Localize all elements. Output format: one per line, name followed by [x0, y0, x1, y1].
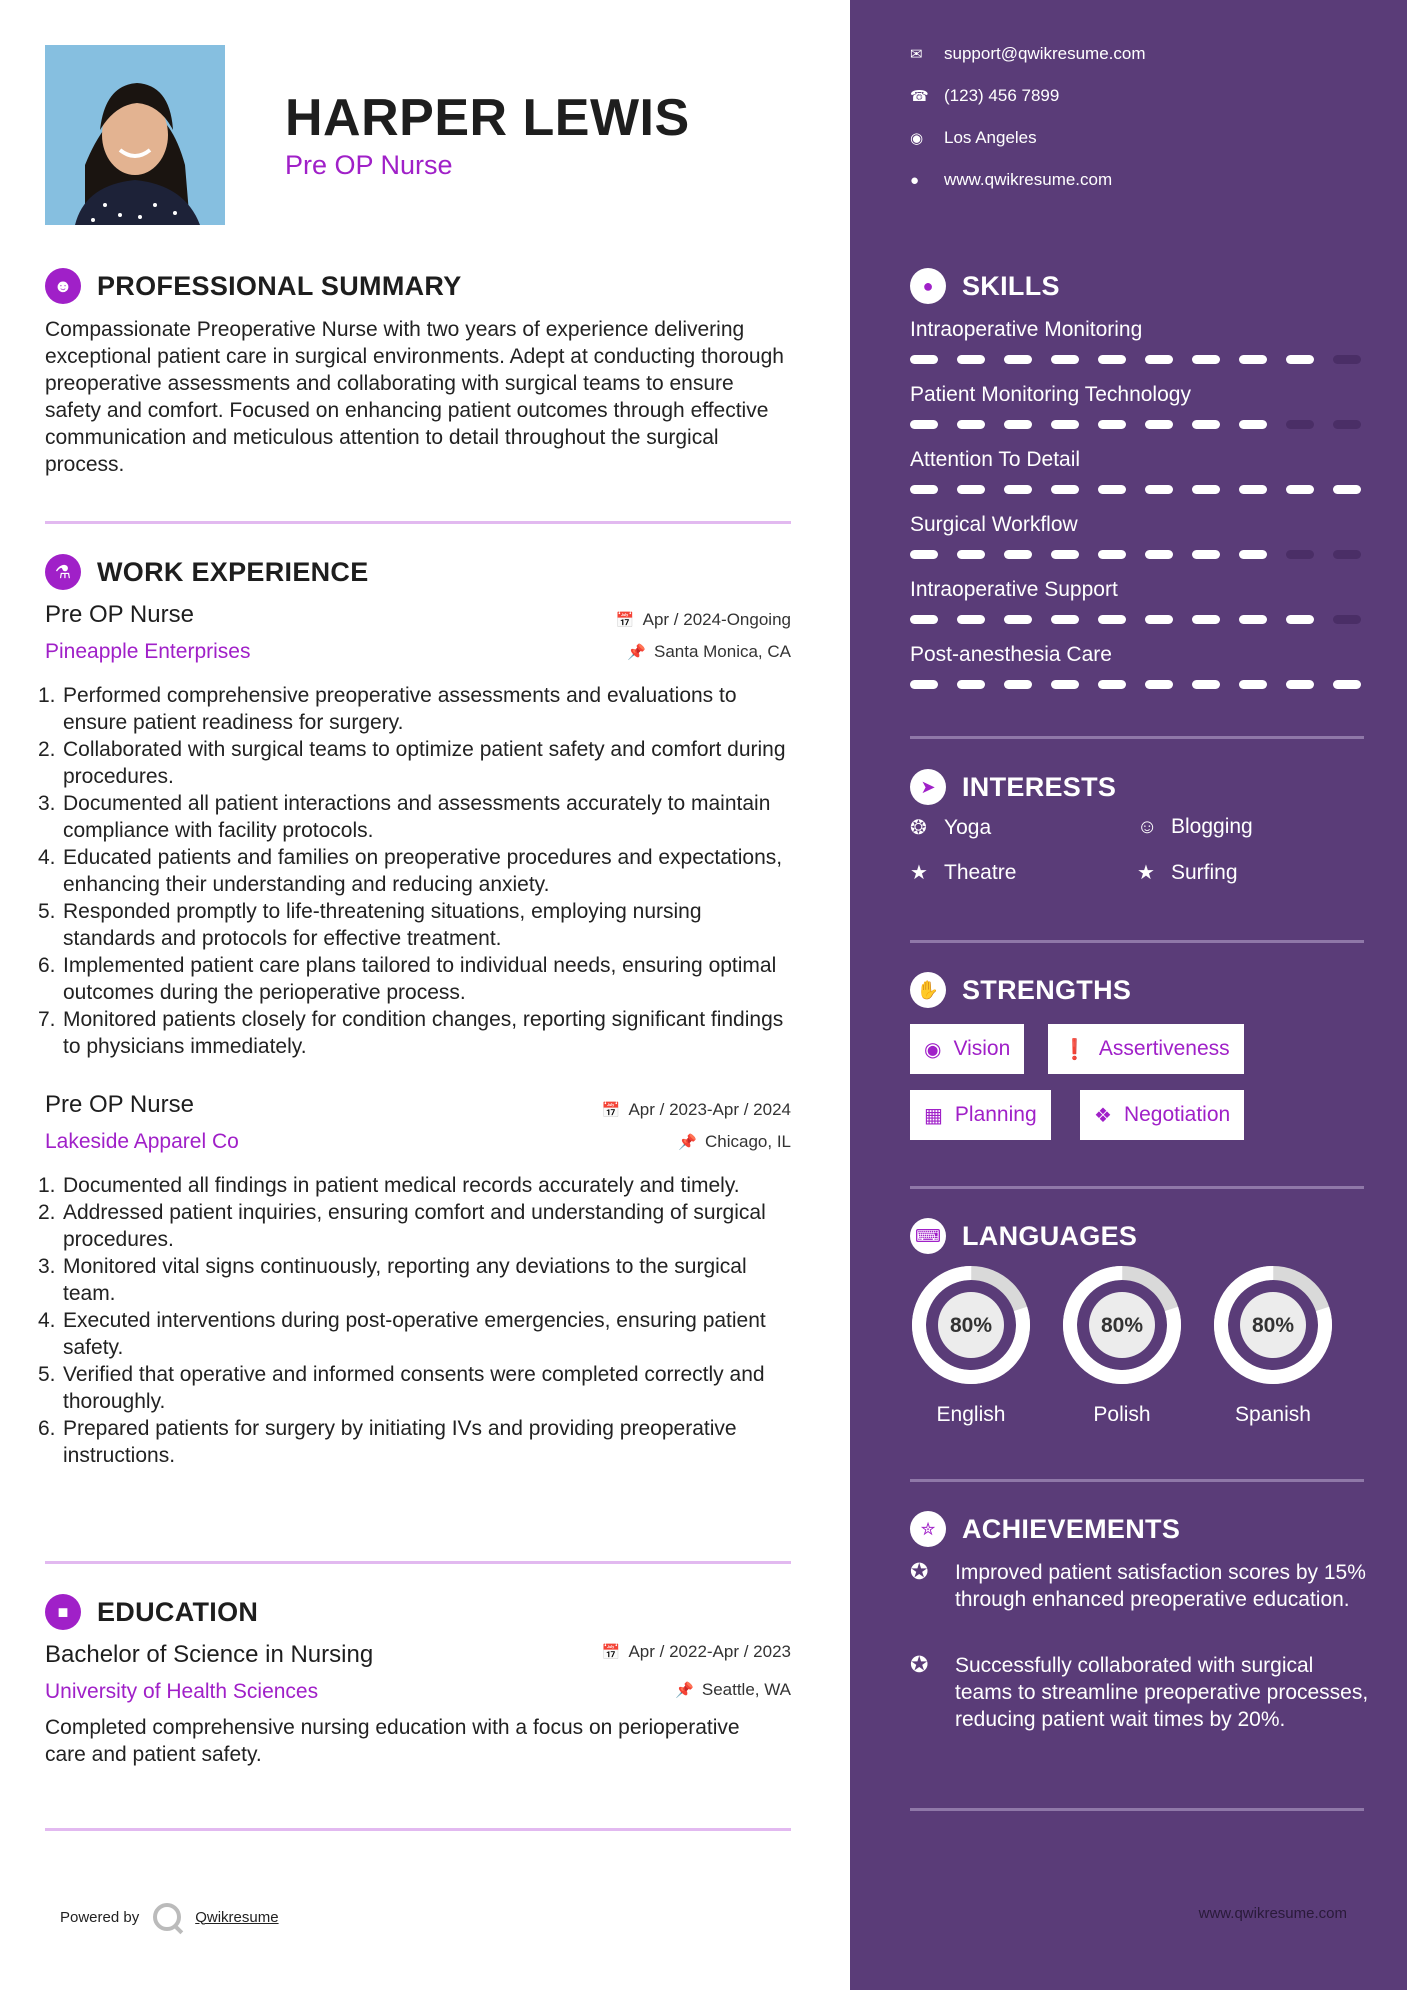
job-date-text: Apr / 2023-Apr / 2024: [628, 1100, 791, 1119]
skill-level-segment: [1051, 355, 1079, 364]
job-location-text: Chicago, IL: [705, 1132, 791, 1151]
binoculars-icon: ◉: [924, 1038, 942, 1061]
strength-label: Negotiation: [1123, 1103, 1231, 1126]
skill-level-segment: [1192, 355, 1220, 364]
skill-level-segment: [1004, 680, 1032, 689]
skill-level-segment: [1098, 680, 1126, 689]
star-badge-icon: ✮: [910, 1511, 946, 1547]
skill-level-segment: [1239, 615, 1267, 624]
skill-level-segment: [957, 485, 985, 494]
interest-blogging: [1137, 815, 1253, 839]
language-percent: 80%: [1100, 1314, 1144, 1337]
skill-level-segment: [1239, 550, 1267, 559]
skill-level-segment: [1098, 355, 1126, 364]
translate-icon: ⌨: [910, 1218, 946, 1254]
achievements-heading: [910, 1511, 1180, 1547]
envelope-icon: ✉: [910, 46, 923, 63]
skill-level-segment: [1286, 680, 1314, 689]
job-duties-list: [38, 1172, 798, 1469]
achievements-title: ACHIEVEMENTS: [962, 1513, 1181, 1544]
shooting-star-icon: ✪: [910, 1652, 929, 1677]
language-name: Spanish: [1235, 1403, 1311, 1426]
calendar-icon: ▦: [924, 1104, 943, 1127]
skill-level-segment: [1192, 615, 1220, 624]
exclamation-icon: ❗: [1062, 1038, 1087, 1061]
skill-name: Surgical Workflow: [910, 513, 1078, 536]
language-progress-ring: [910, 1264, 1032, 1386]
skill-level-bar: [910, 680, 1380, 689]
lightbulb-icon: ●: [910, 268, 946, 304]
language-progress-ring: [1212, 1264, 1334, 1386]
calendar-icon: 📅: [601, 1102, 621, 1119]
language-item: [1061, 1264, 1183, 1427]
summary-title: PROFESSIONAL SUMMARY: [97, 270, 462, 301]
school-name: University of Health Sciences: [45, 1680, 319, 1703]
list-item: 6. Prepared patients for surgery by initiating IVs and providing preoperative instructions.: [38, 1417, 737, 1467]
shooting-star-icon: ✪: [910, 1559, 929, 1584]
education-date: [602, 1642, 791, 1662]
email-text: support@qwikresume.com: [944, 44, 1146, 63]
skill-name: Intraoperative Monitoring: [910, 318, 1143, 341]
skill-level-segment: [1145, 420, 1173, 429]
list-item: 4. Executed interventions during post-operative emergencies, ensuring patient safety.: [38, 1309, 766, 1359]
calendar-icon: 📅: [601, 1644, 621, 1661]
skill-level-segment: [1098, 615, 1126, 624]
lifebuoy-icon: ❂: [910, 817, 927, 839]
work-heading: [45, 554, 369, 590]
footer-url[interactable]: www.qwikresume.com: [1198, 1905, 1347, 1922]
calendar-icon: 📅: [615, 612, 635, 629]
list-item: 2. Collaborated with surgical teams to optimize patient safety and comfort during procedures.: [38, 738, 786, 788]
skill-name: Attention To Detail: [910, 448, 1081, 471]
skill-level-bar: [910, 615, 1380, 624]
list-item: 3. Monitored vital signs continuously, reporting any deviations to the surgical team.: [38, 1255, 747, 1305]
list-item: 3. Documented all patient interactions and assessments accurately to maintain compliance with facility protocols.: [38, 792, 771, 842]
interest-yoga: [910, 815, 991, 840]
users-icon: ☺: [1137, 815, 1158, 838]
strength-label: Planning: [954, 1103, 1037, 1126]
skills-heading: [910, 268, 1060, 304]
skill-level-segment: [1051, 680, 1079, 689]
strength-planning: [910, 1090, 1051, 1140]
skill-level-segment: [1004, 420, 1032, 429]
skill-level-segment: [910, 615, 938, 624]
skill-level-segment: [1286, 420, 1314, 429]
skill-level-segment: [1004, 615, 1032, 624]
skill-level-segment: [1333, 485, 1361, 494]
skill-level-segment: [910, 485, 938, 494]
skill-level-segment: [1286, 615, 1314, 624]
skill-level-segment: [910, 680, 938, 689]
candidate-title: Pre OP Nurse: [285, 150, 453, 180]
language-percent: 80%: [1251, 1314, 1295, 1337]
education-title: EDUCATION: [97, 1596, 259, 1627]
powered-by: [60, 1903, 279, 1931]
job-date: [602, 1100, 791, 1120]
section-divider: [910, 736, 1364, 739]
skill-level-segment: [1239, 680, 1267, 689]
skill-level-segment: [1286, 355, 1314, 364]
skill-level-segment: [1098, 550, 1126, 559]
user-icon: ☻: [45, 268, 81, 304]
fist-icon: ✋: [910, 972, 946, 1008]
summary-text: Compassionate Preoperative Nurse with two years of experience delivering exceptional patient care in surgical environments. Adept at conducting thorough preoperative assessments and collaborating with surgical teams to ensure safety and comfort. Focused on enhancing patient outcomes through effective communication and meticulous attention to detail throughout the surgical process.: [45, 318, 784, 476]
skill-level-segment: [1145, 485, 1173, 494]
paper-plane-icon: ➤: [910, 769, 946, 805]
section-divider: [45, 1561, 791, 1564]
contact-website[interactable]: [910, 170, 1112, 190]
skill-level-segment: [1239, 485, 1267, 494]
skill-level-segment: [1145, 680, 1173, 689]
skill-level-segment: [1098, 485, 1126, 494]
strength-negotiation: [1080, 1090, 1244, 1140]
globe-icon: ●: [910, 171, 920, 189]
star-icon: ★: [910, 862, 928, 884]
list-item: 1. Documented all findings in patient medical records accurately and timely.: [38, 1174, 740, 1197]
strengths-heading: [910, 972, 1131, 1008]
education-heading: [45, 1594, 258, 1630]
qwikresume-logo-icon: [153, 1903, 181, 1931]
skill-level-segment: [957, 615, 985, 624]
interest-surfing: [1137, 860, 1238, 885]
skill-level-bar: [910, 355, 1380, 364]
job-location: [678, 1132, 791, 1152]
list-item: 4. Educated patients and families on preoperative procedures and expectations, enhancing their understanding and reducing anxiety.: [38, 846, 783, 896]
achievement-item: [910, 1559, 1370, 1613]
skill-level-segment: [1286, 550, 1314, 559]
chair-icon: ⚗: [45, 554, 81, 590]
phone-icon: ☎: [910, 88, 929, 105]
skill-level-segment: [957, 550, 985, 559]
skill-level-segment: [1004, 550, 1032, 559]
job-date-text: Apr / 2024-Ongoing: [642, 610, 791, 629]
website-text: www.qwikresume.com: [944, 170, 1113, 189]
strength-vision: [910, 1024, 1024, 1074]
skill-level-segment: [957, 420, 985, 429]
section-divider: [910, 1808, 1364, 1811]
skill-level-segment: [1098, 420, 1126, 429]
skill-level-segment: [1051, 550, 1079, 559]
education-date-text: Apr / 2022-Apr / 2023: [628, 1642, 791, 1661]
skill-level-bar: [910, 550, 1380, 559]
skill-name: Patient Monitoring Technology: [910, 383, 1191, 406]
contact-phone: [910, 86, 1059, 106]
section-divider: [45, 521, 791, 524]
skill-level-segment: [1004, 485, 1032, 494]
language-percent: 80%: [949, 1314, 993, 1337]
section-divider: [910, 940, 1364, 943]
skill-level-segment: [1051, 420, 1079, 429]
contact-location: [910, 128, 1037, 148]
language-name: Polish: [1093, 1403, 1151, 1426]
job-date: [616, 610, 791, 630]
graduate-icon: ■: [45, 1594, 81, 1630]
contact-email[interactable]: [910, 44, 1146, 64]
skill-level-segment: [957, 680, 985, 689]
skill-level-segment: [1333, 420, 1361, 429]
job-title: Pre OP Nurse: [45, 601, 194, 628]
location-text: Los Angeles: [944, 128, 1037, 147]
job-company: Pineapple Enterprises: [45, 640, 251, 663]
job-title: Pre OP Nurse: [45, 1091, 194, 1118]
strength-assertiveness: [1048, 1024, 1244, 1074]
pin-icon: 📌: [627, 644, 646, 661]
skill-level-bar: [910, 420, 1380, 429]
phone-text: (123) 456 7899: [944, 86, 1060, 105]
summary-heading: [45, 268, 462, 304]
skill-level-segment: [1333, 680, 1361, 689]
achievement-text: Improved patient satisfaction scores by 15% through enhanced preoperative education.: [955, 1561, 1366, 1611]
skill-name: Intraoperative Support: [910, 578, 1118, 601]
list-item: 2. Addressed patient inquiries, ensuring comfort and understanding of surgical procedures.: [38, 1201, 766, 1251]
powered-label: Powered by: [60, 1908, 140, 1926]
degree-title: Bachelor of Science in Nursing: [45, 1641, 374, 1668]
job-duties-list: [38, 682, 798, 1060]
skill-level-segment: [910, 355, 938, 364]
interest-label: Surfing: [1171, 860, 1238, 884]
skill-level-segment: [1239, 420, 1267, 429]
skill-level-segment: [1192, 420, 1220, 429]
skill-level-segment: [1333, 355, 1361, 364]
interest-label: Yoga: [944, 815, 992, 839]
strength-label: Assertiveness: [1098, 1037, 1230, 1060]
skill-level-segment: [1192, 550, 1220, 559]
strength-label: Vision: [953, 1037, 1011, 1060]
job-company: Lakeside Apparel Co: [45, 1130, 239, 1153]
section-divider: [45, 1828, 791, 1831]
skill-level-segment: [910, 420, 938, 429]
map-pin-icon: ◉: [910, 130, 924, 147]
work-title: WORK EXPERIENCE: [97, 556, 369, 587]
list-item: 7. Monitored patients closely for condition changes, reporting significant findings to physicians immediately.: [38, 1008, 784, 1058]
list-item: 5. Verified that operative and informed consents were completed correctly and thoroughly.: [38, 1363, 765, 1413]
sidebar: [850, 0, 1407, 1990]
skill-level-bar: [910, 485, 1380, 494]
interest-label: Theatre: [944, 860, 1017, 884]
section-divider: [910, 1186, 1364, 1189]
skill-level-segment: [1286, 485, 1314, 494]
language-item: [1212, 1264, 1334, 1427]
interests-heading: [910, 769, 1116, 805]
skill-level-segment: [1145, 615, 1173, 624]
interests-title: INTERESTS: [962, 771, 1117, 802]
skill-name: Post-anesthesia Care: [910, 643, 1112, 666]
education-text: Completed comprehensive nursing education with a focus on perioperative care and patient safety.: [45, 1716, 740, 1766]
language-progress-ring: [1061, 1264, 1183, 1386]
list-item: 5. Responded promptly to life-threatening situations, employing nursing standards and protocols for effective treatment.: [38, 900, 702, 950]
candidate-name: HARPER LEWIS: [285, 89, 690, 147]
star-icon: ★: [1137, 862, 1155, 884]
skill-level-segment: [1239, 355, 1267, 364]
languages-heading: [910, 1218, 1137, 1254]
skill-level-segment: [1333, 550, 1361, 559]
skill-level-segment: [910, 550, 938, 559]
education-location: [675, 1680, 791, 1700]
job-location-text: Santa Monica, CA: [653, 642, 791, 661]
skill-level-segment: [1051, 485, 1079, 494]
interest-theatre: [910, 860, 1016, 885]
skill-level-segment: [1192, 485, 1220, 494]
achievement-text: Successfully collaborated with surgical teams to streamline preoperative processes, reducing patient wait times by 20%.: [955, 1654, 1369, 1731]
pin-icon: 📌: [678, 1134, 697, 1151]
education-location-text: Seattle, WA: [701, 1680, 791, 1699]
achievement-item: [910, 1652, 1370, 1733]
job-location: [627, 642, 791, 662]
skills-title: SKILLS: [962, 270, 1060, 301]
skill-level-segment: [1145, 355, 1173, 364]
language-item: [910, 1264, 1032, 1427]
strengths-title: STRENGTHS: [962, 974, 1132, 1005]
skill-level-segment: [957, 355, 985, 364]
profile-photo: [45, 45, 225, 225]
skill-level-segment: [1333, 615, 1361, 624]
brand-link[interactable]: Qwikresume: [195, 1908, 279, 1926]
section-divider: [910, 1479, 1364, 1482]
pin-icon: 📌: [675, 1682, 694, 1699]
list-item: 1. Performed comprehensive preoperative assessments and evaluations to ensure patient readiness for surgery.: [38, 684, 737, 734]
language-name: English: [936, 1403, 1006, 1426]
languages-title: LANGUAGES: [962, 1220, 1138, 1251]
skill-level-segment: [1051, 615, 1079, 624]
skill-level-segment: [1004, 355, 1032, 364]
skill-level-segment: [1192, 680, 1220, 689]
handshake-icon: ❖: [1094, 1104, 1112, 1127]
skill-level-segment: [1145, 550, 1173, 559]
interest-label: Blogging: [1171, 815, 1253, 838]
list-item: 6. Implemented patient care plans tailored to individual needs, ensuring optimal outcomes during the perioperative process.: [38, 954, 777, 1004]
